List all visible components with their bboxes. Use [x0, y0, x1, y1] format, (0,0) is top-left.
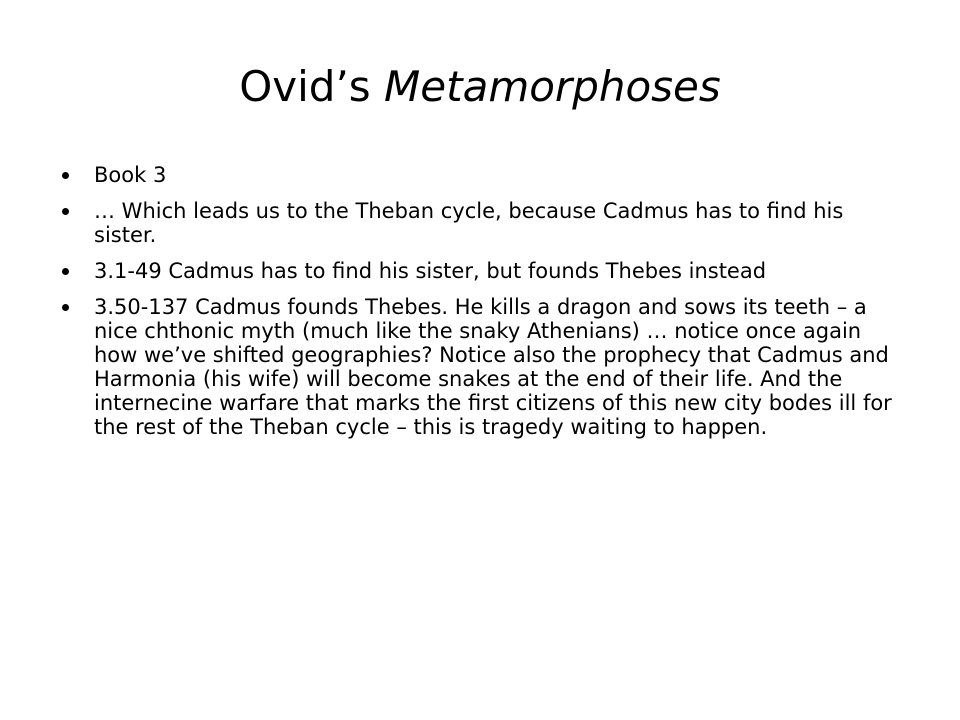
title-plain-text: Ovid’s: [239, 62, 385, 111]
bullet-dot-icon: [62, 268, 69, 275]
bullet-item: [60, 199, 900, 247]
slide-title: [0, 56, 960, 118]
bullet-item: [60, 259, 900, 283]
bullet-dot-icon: [62, 208, 69, 215]
bullet-item: [60, 163, 900, 187]
bullet-dot-icon: [62, 172, 69, 179]
bullet-text: … Which leads us to the Theban cycle, because Cadmus has to find his sister.: [94, 199, 844, 247]
bullet-list: [60, 163, 900, 451]
bullet-text: Book 3: [94, 163, 167, 187]
title-italic-text: Metamorphoses: [384, 62, 721, 111]
bullet-text: 3.1-49 Cadmus has to find his sister, but founds Thebes instead: [94, 259, 767, 283]
bullet-item: [60, 295, 900, 439]
bullet-text: 3.50-137 Cadmus founds Thebes. He kills a dragon and sows its teeth – a nice chthonic myth (much like the snaky Athenians) … notice once again how we’ve shifted geographies? Notice also the prophecy that Cadmus and Harmonia (his wife) will become snakes at the end of their life. And the internecine warfare that marks the first citizens of this new city bodes ill for the rest of the Theban cycle – this is tragedy waiting to happen.: [94, 295, 892, 439]
bullet-dot-icon: [62, 304, 69, 311]
